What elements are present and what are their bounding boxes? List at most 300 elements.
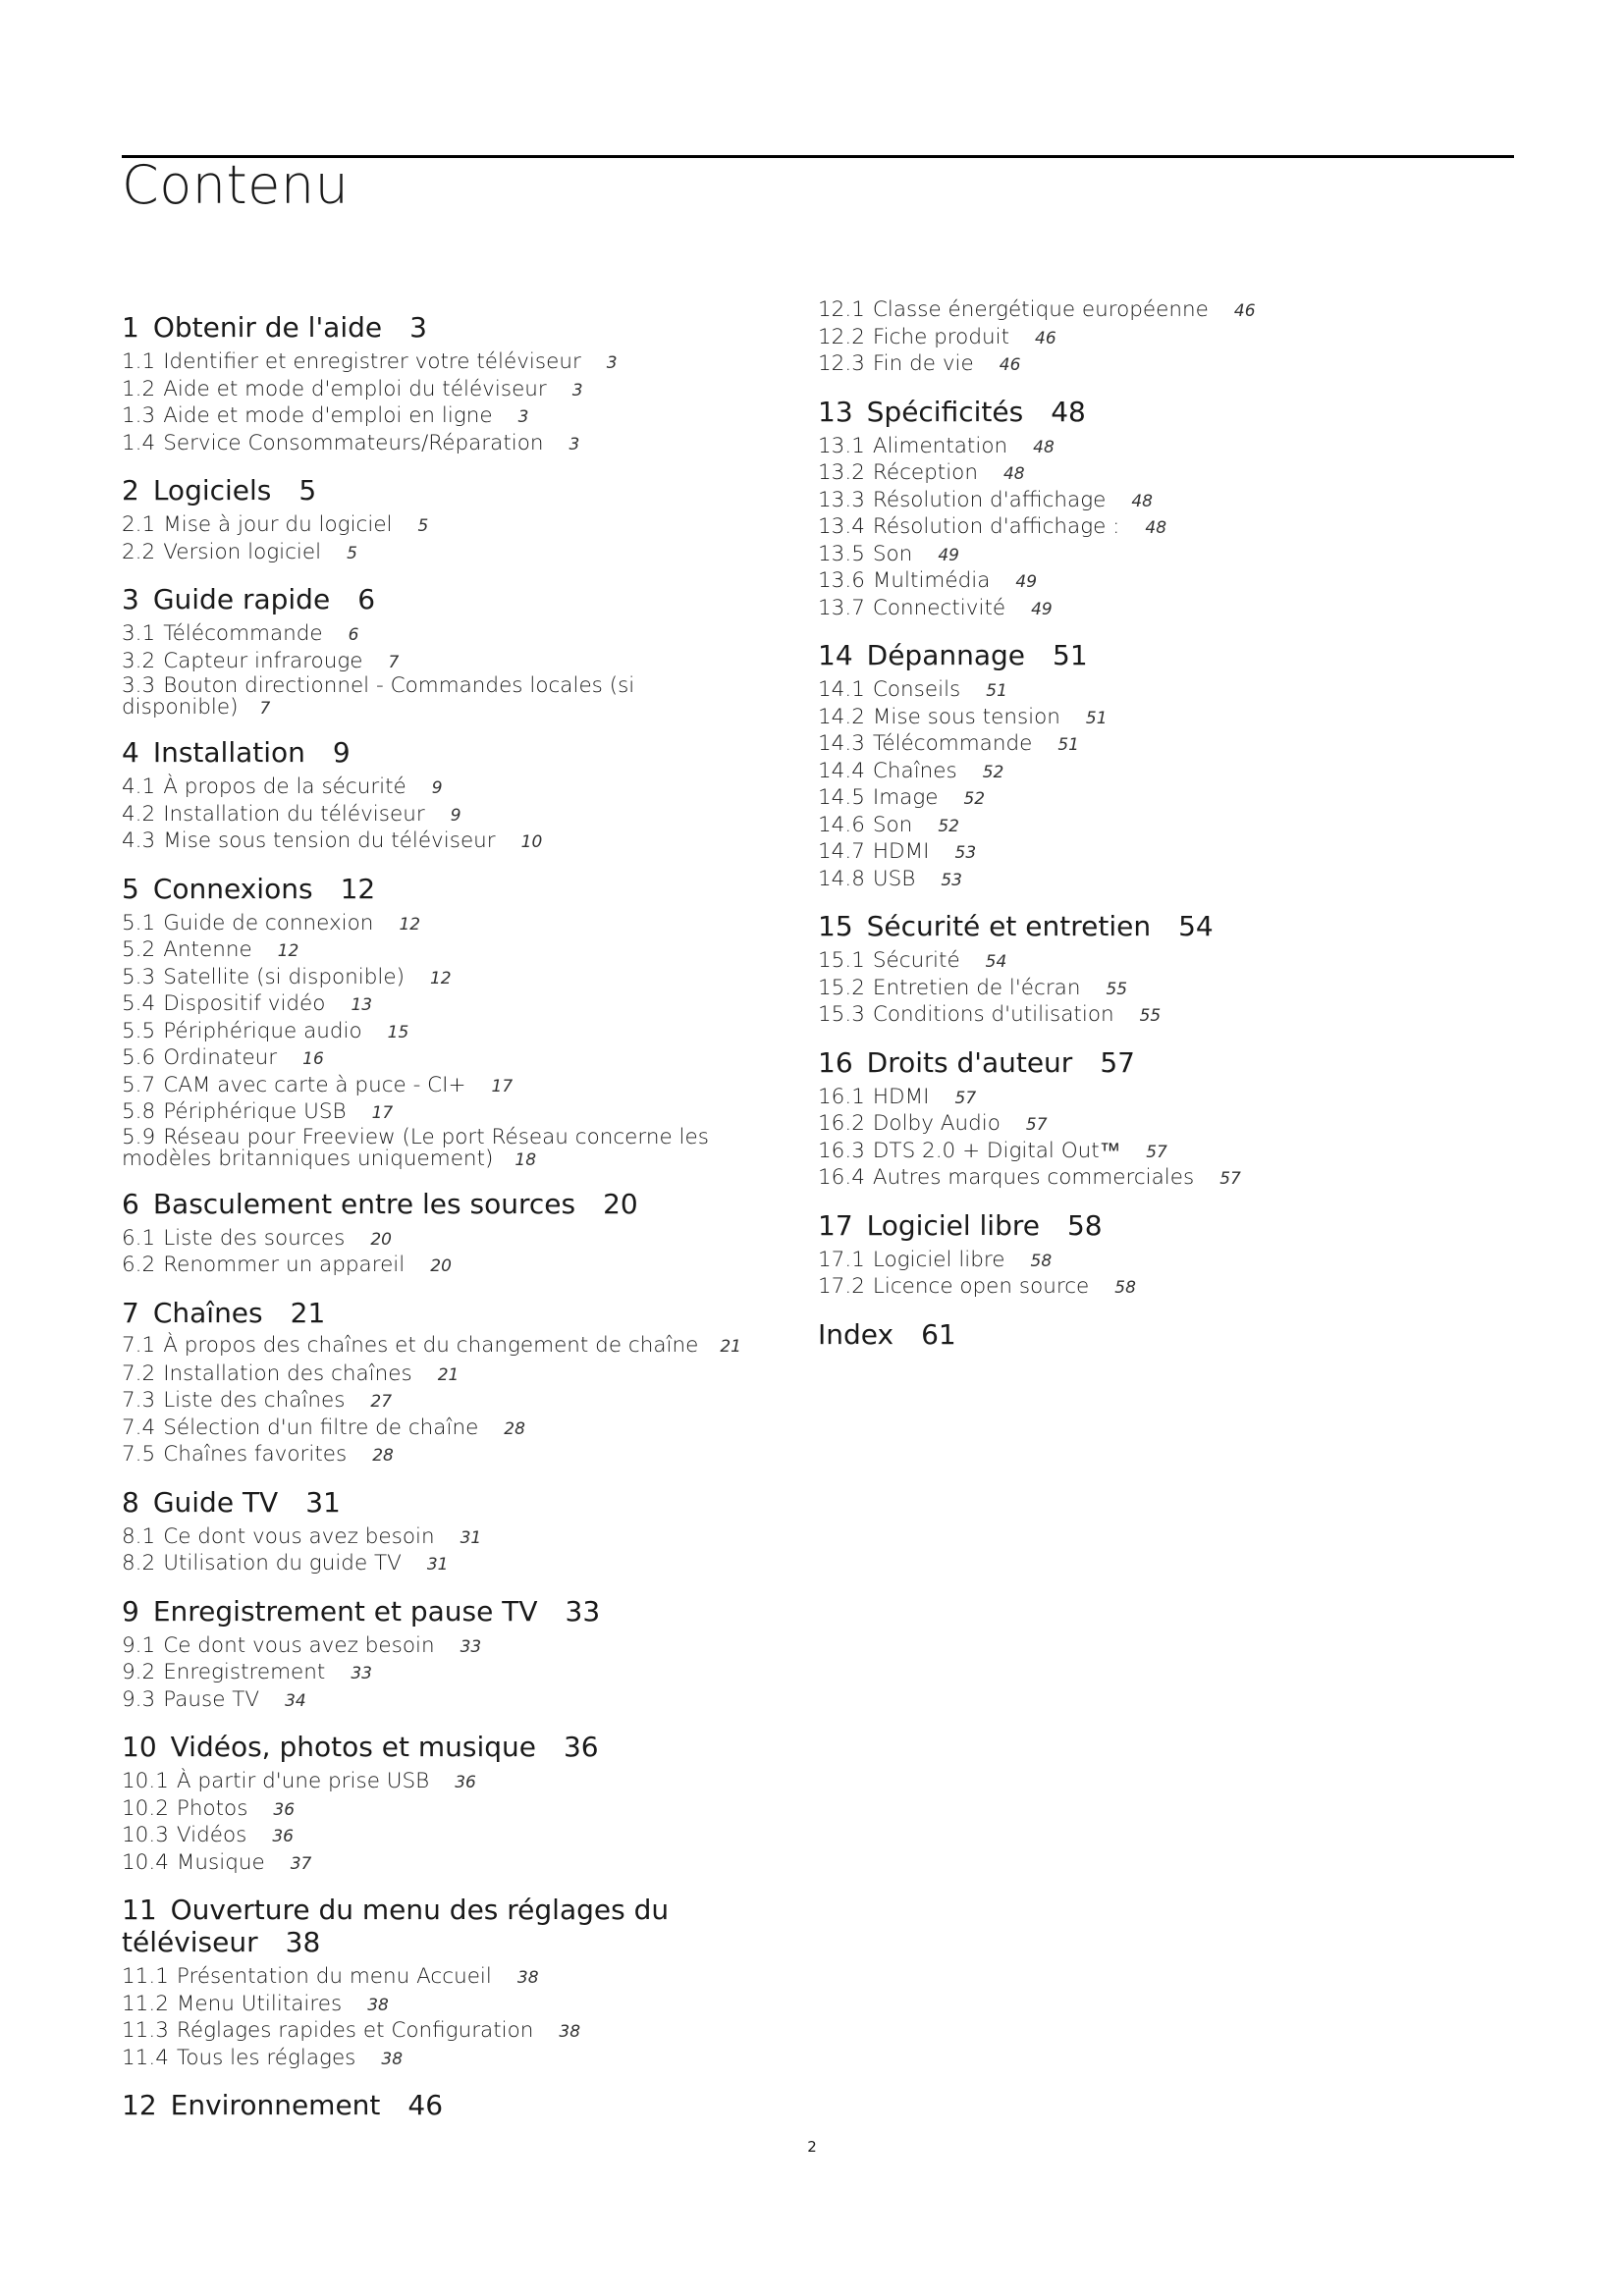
entry-number: 16.2: [818, 1111, 865, 1136]
toc-entry[interactable]: [122, 1388, 770, 1415]
toc-entry[interactable]: [818, 568, 1466, 596]
entry-number: 14.7: [818, 839, 865, 864]
toc-entry[interactable]: [818, 1139, 1466, 1166]
entry-page: 53: [941, 870, 962, 890]
toc-entry[interactable]: [122, 1964, 770, 1992]
chapter-title: Logiciel libre: [866, 1208, 1040, 1242]
entry-number: 15.3: [818, 1002, 865, 1027]
toc-entry[interactable]: [122, 1124, 770, 1171]
entry-number: 14.2: [818, 704, 865, 729]
entry-page: 48: [1002, 464, 1025, 484]
entry-page: 3: [571, 380, 583, 400]
chapter-page: 6: [357, 583, 376, 615]
entry-page: 31: [460, 1527, 482, 1548]
chapter-title: Guide rapide: [152, 583, 331, 615]
toc-entry[interactable]: [818, 867, 1466, 894]
entry-page: 9: [431, 778, 443, 798]
entry-title: À propos des chaînes et du changement de chaîne: [163, 1332, 699, 1358]
entry-number: 14.4: [818, 758, 865, 783]
chapter-entries: [122, 1633, 770, 1715]
entry-number: 1.1: [122, 349, 156, 374]
toc-entry[interactable]: [122, 1633, 770, 1661]
toc-chapter: [122, 1731, 770, 1877]
entry-number: 15.2: [818, 975, 865, 1000]
entry-title: Résolution d'affichage: [872, 487, 1107, 512]
toc-entry[interactable]: [818, 948, 1466, 976]
entry-page: 31: [426, 1555, 449, 1575]
entry-number: 13.3: [818, 487, 865, 512]
toc-entry[interactable]: [818, 460, 1466, 488]
toc-entry[interactable]: [122, 1019, 770, 1046]
entry-number: 8.2: [122, 1551, 156, 1575]
entry-number: 11.2: [122, 1991, 169, 2016]
chapter-page: 21: [290, 1296, 326, 1329]
toc-entry[interactable]: [818, 1248, 1466, 1275]
entry-page: 12: [399, 914, 421, 934]
entry-number: 3.1: [122, 621, 156, 646]
toc-entry[interactable]: [818, 1274, 1466, 1302]
chapter-heading[interactable]: [122, 1188, 770, 1220]
toc-entry[interactable]: [122, 349, 770, 377]
entry-number: 14.3: [818, 731, 865, 756]
toc-entry[interactable]: [818, 1085, 1466, 1112]
entry-number: 5.8: [122, 1099, 156, 1124]
entry-title: Sélection d'un filtre de chaîne: [163, 1415, 479, 1440]
entry-page: 36: [455, 1773, 476, 1792]
chapter-number: 9: [122, 1594, 139, 1628]
chapter-entries: [122, 1964, 770, 2072]
toc-column-right: [818, 297, 1466, 1367]
chapter-title: Basculement entre les sources: [152, 1187, 576, 1220]
entry-page: 28: [504, 1418, 525, 1439]
chapter-title: Spécificités: [866, 395, 1024, 428]
entry-title: Utilisation du guide TV: [163, 1551, 402, 1575]
entry-title: Licence open source: [872, 1274, 1090, 1299]
chapter-heading[interactable]: [122, 2089, 770, 2121]
entry-page: 55: [1139, 1006, 1162, 1026]
toc-entry[interactable]: [122, 1823, 770, 1850]
chapter-title: Environnement: [170, 2089, 381, 2121]
toc-entry[interactable]: [122, 1073, 770, 1100]
entry-number: 4.2: [122, 801, 156, 827]
chapter-page: 46: [407, 2089, 444, 2121]
entry-number: 1.4: [122, 430, 156, 455]
chapter-heading[interactable]: [818, 1209, 1466, 1242]
chapter-title: Chaînes: [152, 1296, 263, 1329]
toc-entry[interactable]: [122, 540, 770, 567]
toc-entry[interactable]: [818, 351, 1466, 379]
toc-entry[interactable]: [122, 1332, 770, 1358]
chapter-page: 36: [563, 1731, 599, 1763]
toc-chapter: [122, 2089, 770, 2121]
entry-title: Son: [872, 541, 913, 566]
entry-title: Chaînes favorites: [163, 1442, 348, 1467]
entry-page: 38: [516, 1968, 539, 1988]
toc-entry[interactable]: [818, 1002, 1466, 1030]
chapter-entries: [122, 1226, 770, 1280]
toc-entry[interactable]: [122, 377, 770, 404]
entry-number: 16.1: [818, 1084, 865, 1109]
toc-entry[interactable]: [818, 705, 1466, 732]
toc-entry[interactable]: [122, 802, 770, 829]
entry-title: Mise sous tension du téléviseur: [163, 828, 496, 853]
chapter-page: 48: [1051, 395, 1086, 428]
entry-page: 52: [963, 789, 986, 809]
chapter-heading[interactable]: [818, 910, 1466, 942]
toc-chapter: [818, 396, 1466, 623]
chapter-number: 15: [818, 910, 853, 942]
chapter-number: 3: [122, 583, 139, 615]
entry-title: Télécommande: [872, 731, 1033, 756]
chapter-entries: [818, 1085, 1466, 1193]
chapter-heading[interactable]: [122, 311, 770, 344]
toc-chapter: [818, 1209, 1466, 1302]
chapter-entries: [818, 434, 1466, 623]
entry-number: 5.6: [122, 1045, 156, 1070]
entry-page: 53: [954, 843, 977, 863]
toc-entry[interactable]: [122, 512, 770, 540]
entry-page: 46: [1035, 328, 1056, 348]
entry-page: 49: [938, 545, 959, 565]
entry-page: 28: [372, 1446, 394, 1466]
chapter-title: Obtenir de l'aide: [152, 311, 383, 344]
toc-chapter: [122, 1188, 770, 1280]
chapter-number: 8: [122, 1485, 139, 1519]
entry-title: USB: [872, 866, 916, 891]
toc-entry[interactable]: [122, 1362, 770, 1389]
chapter-title: Logiciels: [152, 474, 272, 507]
chapter-title: Sécurité et entretien: [866, 910, 1152, 942]
entry-title: Menu Utilitaires: [176, 1991, 343, 2016]
page-title: Contenu: [122, 154, 350, 216]
toc-entry[interactable]: [122, 621, 770, 649]
page-number: 2: [807, 2138, 817, 2156]
toc-entry[interactable]: [122, 1687, 770, 1715]
entry-number: 12.3: [818, 351, 865, 376]
toc-entry[interactable]: [122, 1045, 770, 1073]
entry-page: 48: [1145, 518, 1167, 538]
entry-page: 38: [381, 2049, 404, 2069]
toc-entry[interactable]: [818, 785, 1466, 813]
chapter-entries: [122, 1524, 770, 1578]
entry-page: 15: [387, 1022, 409, 1042]
chapter-number: 12: [122, 2089, 157, 2121]
entry-title: Mise sous tension: [872, 704, 1060, 729]
entry-title: Photos: [176, 1795, 248, 1821]
entry-title: Sécurité: [872, 948, 960, 973]
toc-entry[interactable]: [818, 813, 1466, 840]
toc-entry[interactable]: [122, 911, 770, 938]
entry-title: Son: [872, 812, 913, 837]
entry-number: 4.1: [122, 774, 156, 799]
chapter-heading[interactable]: [818, 1318, 1466, 1351]
chapter-entries: [122, 621, 770, 720]
entry-number: 1.3: [122, 403, 156, 428]
entry-page: 5: [417, 516, 429, 536]
entry-page: 5: [347, 543, 357, 563]
toc-entry[interactable]: [122, 991, 770, 1019]
entry-number: 10.1: [122, 1769, 169, 1793]
chapter-page: 57: [1100, 1045, 1135, 1079]
toc-entry[interactable]: [818, 976, 1466, 1003]
entry-number: 10.2: [122, 1795, 169, 1821]
entry-title: Service Consommateurs/Réparation: [163, 430, 544, 455]
chapter-page: 20: [603, 1187, 638, 1220]
toc-column-left: [122, 311, 770, 2138]
toc-entry[interactable]: [818, 488, 1466, 515]
entry-page: 51: [1057, 735, 1079, 755]
entry-number: 4.3: [122, 828, 156, 853]
entry-page: 20: [370, 1229, 392, 1250]
entry-title: Ordinateur: [163, 1045, 278, 1070]
toc-entry[interactable]: [818, 1111, 1466, 1139]
entry-page: 48: [1033, 437, 1055, 457]
toc-entry[interactable]: [122, 1769, 770, 1796]
entry-title: Réception: [872, 460, 978, 485]
entry-number: 13.1: [818, 433, 865, 458]
chapter-page: 61: [921, 1317, 956, 1351]
entry-number: 12.1: [818, 297, 865, 322]
chapter-heading[interactable]: [122, 736, 770, 769]
chapter-heading[interactable]: [122, 1486, 770, 1519]
toc-chapter: [818, 297, 1466, 379]
entry-page: 7: [388, 652, 400, 672]
entry-number: 5.2: [122, 937, 156, 962]
chapter-heading[interactable]: [122, 1595, 770, 1628]
chapter-number: 11: [122, 1894, 157, 1926]
entry-page: 57: [1146, 1142, 1167, 1162]
entry-page: 17: [371, 1103, 394, 1123]
toc-entry[interactable]: [122, 1442, 770, 1469]
entry-title: CAM avec carte à puce - CI+: [163, 1072, 466, 1097]
toc-entry[interactable]: [122, 828, 770, 856]
entry-title: Vidéos: [176, 1823, 247, 1847]
entry-number: 9.2: [122, 1660, 156, 1684]
chapter-page: 3: [409, 311, 427, 344]
entry-title: Chaînes: [872, 758, 957, 783]
entry-number: 16.4: [818, 1165, 865, 1190]
entry-page: 34: [285, 1690, 306, 1711]
toc-entry[interactable]: [122, 675, 770, 720]
entry-title: Mise à jour du logiciel: [163, 512, 393, 537]
toc-entry[interactable]: [122, 649, 770, 676]
entry-title: Ce dont vous avez besoin: [163, 1523, 435, 1549]
toc-entry[interactable]: [122, 1992, 770, 2019]
entry-number: 10.4: [122, 1849, 169, 1875]
entry-page: 9: [450, 805, 461, 826]
entry-number: 3.3: [122, 673, 156, 698]
toc-entry[interactable]: [122, 937, 770, 965]
entry-title: Version logiciel: [163, 539, 322, 564]
entry-title: Tous les réglages: [176, 2045, 356, 2070]
toc-chapter: [122, 1595, 770, 1715]
entry-page: 16: [302, 1049, 324, 1069]
toc-chapter: [122, 1486, 770, 1578]
chapter-heading[interactable]: [122, 1297, 770, 1329]
entry-page: 52: [982, 762, 1004, 782]
chapter-number: 7: [122, 1296, 139, 1329]
chapter-page: 12: [340, 872, 376, 905]
entry-title: Réseau pour Freeview (Le port Réseau concerne les modèles britanniques uniquement): [122, 1124, 709, 1171]
toc-entry[interactable]: [818, 677, 1466, 705]
chapter-heading[interactable]: [818, 1046, 1466, 1079]
chapter-title: Ouverture du menu des réglages du téléviseur: [122, 1894, 670, 1958]
entry-number: 16.3: [818, 1138, 865, 1163]
entry-title: HDMI: [872, 839, 930, 864]
chapter-heading[interactable]: [122, 583, 770, 615]
toc-entry[interactable]: [818, 759, 1466, 786]
entry-title: Logiciel libre: [872, 1247, 1005, 1272]
toc-entry[interactable]: [122, 1551, 770, 1578]
chapter-page: 54: [1178, 910, 1214, 942]
entry-page: 58: [1030, 1251, 1053, 1271]
entry-title: DTS 2.0 + Digital Out™: [872, 1138, 1121, 1163]
toc-chapter: [818, 1318, 1466, 1351]
toc-entry[interactable]: [122, 774, 770, 802]
chapter-heading[interactable]: [122, 474, 770, 507]
entry-page: 3: [568, 434, 580, 454]
chapter-entries: [818, 948, 1466, 1030]
entry-page: 36: [273, 1799, 296, 1820]
toc-entry[interactable]: [122, 2046, 770, 2073]
entry-number: 2.1: [122, 512, 156, 537]
chapter-heading[interactable]: [122, 1894, 770, 1958]
entry-title: Multimédia: [872, 568, 991, 593]
entry-page: 51: [1085, 708, 1108, 728]
entry-number: 13.4: [818, 514, 865, 539]
toc-entry[interactable]: [122, 2018, 770, 2046]
chapter-page: 9: [332, 736, 351, 769]
entry-title: Pause TV: [163, 1686, 260, 1712]
entry-page: 57: [1025, 1115, 1048, 1135]
entry-page: 33: [351, 1664, 372, 1683]
entry-number: 13.7: [818, 595, 865, 620]
entry-page: 46: [1233, 301, 1256, 321]
toc-entry[interactable]: [818, 514, 1466, 542]
toc-entry[interactable]: [818, 596, 1466, 623]
chapter-page: 58: [1066, 1208, 1103, 1242]
entry-title: Image: [872, 785, 939, 810]
entry-number: 13.5: [818, 541, 865, 566]
entry-title: À partir d'une prise USB: [176, 1769, 430, 1793]
chapter-title: Connexions: [152, 872, 313, 905]
entry-number: 6.2: [122, 1253, 156, 1277]
entry-title: Antenne: [163, 937, 252, 962]
entry-page: 38: [559, 2022, 581, 2042]
entry-number: 8.1: [122, 1523, 156, 1549]
chapter-heading[interactable]: [818, 396, 1466, 428]
entry-number: 11.3: [122, 2018, 169, 2043]
entry-title: Installation des chaînes: [163, 1361, 412, 1386]
entry-page: 6: [348, 625, 359, 645]
entry-number: 13.6: [818, 568, 865, 593]
toc-entry[interactable]: [818, 434, 1466, 461]
entry-title: Autres marques commerciales: [872, 1165, 1195, 1190]
toc-entry[interactable]: [818, 325, 1466, 352]
toc-entry[interactable]: [122, 1850, 770, 1878]
entry-number: 17.1: [818, 1247, 865, 1272]
entry-title: Conseils: [872, 677, 961, 702]
toc-entry[interactable]: [818, 542, 1466, 569]
toc-entry[interactable]: [122, 403, 770, 431]
toc-entry[interactable]: [122, 1660, 770, 1687]
entry-title: Connectivité: [872, 595, 1006, 620]
entry-title: Classe énergétique européenne: [872, 297, 1209, 322]
entry-number: 13.2: [818, 460, 865, 485]
chapter-title: Index: [818, 1317, 894, 1351]
toc-chapter: [122, 1894, 770, 2072]
entry-page: 38: [367, 1995, 389, 2015]
entry-title: Renommer un appareil: [163, 1253, 406, 1277]
entry-number: 10.3: [122, 1823, 169, 1847]
toc-entry[interactable]: [818, 731, 1466, 759]
entry-page: 58: [1114, 1278, 1136, 1298]
entry-title: Entretien de l'écran: [872, 975, 1081, 1000]
chapter-number: 13: [818, 395, 853, 428]
chapter-page: 33: [565, 1594, 601, 1628]
chapter-heading[interactable]: [818, 639, 1466, 671]
entry-number: 5.4: [122, 991, 156, 1016]
toc-chapter: [818, 910, 1466, 1030]
entry-number: 7.4: [122, 1415, 156, 1440]
toc-entry[interactable]: [122, 965, 770, 992]
chapter-number: 10: [122, 1731, 157, 1763]
entry-page: 36: [272, 1827, 294, 1846]
entry-number: 6.1: [122, 1225, 156, 1251]
entry-page: 10: [520, 832, 543, 852]
toc-entry[interactable]: [122, 1415, 770, 1443]
toc-entry[interactable]: [122, 431, 770, 458]
entry-number: 5.1: [122, 910, 156, 935]
chapter-heading[interactable]: [122, 873, 770, 905]
toc-entry[interactable]: [122, 1099, 770, 1127]
toc-entry[interactable]: [122, 1253, 770, 1280]
toc-entry[interactable]: [122, 1796, 770, 1824]
chapter-number: 1: [122, 311, 139, 344]
entry-title: Enregistrement: [163, 1660, 326, 1684]
entry-page: 37: [290, 1853, 312, 1874]
entry-title: Conditions d'utilisation: [872, 1002, 1114, 1027]
toc-entry[interactable]: [818, 839, 1466, 867]
chapter-number: 2: [122, 474, 139, 507]
entry-page: 27: [370, 1392, 393, 1412]
entry-title: Réglages rapides et Configuration: [176, 2018, 534, 2043]
entry-page: 46: [999, 355, 1021, 375]
toc-chapter: [122, 311, 770, 457]
toc-entry[interactable]: [122, 1524, 770, 1552]
entry-title: Installation du téléviseur: [163, 801, 425, 827]
entry-number: 5.9: [122, 1124, 156, 1149]
entry-page: 18: [514, 1149, 537, 1170]
chapter-page: 5: [298, 474, 317, 507]
toc-entry[interactable]: [818, 297, 1466, 325]
entry-page: 3: [517, 407, 529, 427]
entry-title: À propos de la sécurité: [163, 774, 406, 799]
toc-entry[interactable]: [818, 1165, 1466, 1193]
entry-number: 14.5: [818, 785, 865, 810]
chapter-page: 31: [305, 1485, 341, 1519]
toc-entry[interactable]: [122, 1226, 770, 1254]
chapter-heading[interactable]: [122, 1731, 770, 1763]
toc-chapter: [122, 583, 770, 720]
entry-title: Musique: [176, 1849, 265, 1875]
entry-title: Identifier et enregistrer votre téléviseur: [163, 349, 581, 374]
chapter-number: 17: [818, 1208, 853, 1242]
entry-number: 17.2: [818, 1274, 865, 1299]
entry-title: Périphérique audio: [163, 1018, 362, 1043]
entry-title: Présentation du menu Accueil: [176, 1964, 492, 1989]
entry-page: 3: [606, 353, 618, 373]
